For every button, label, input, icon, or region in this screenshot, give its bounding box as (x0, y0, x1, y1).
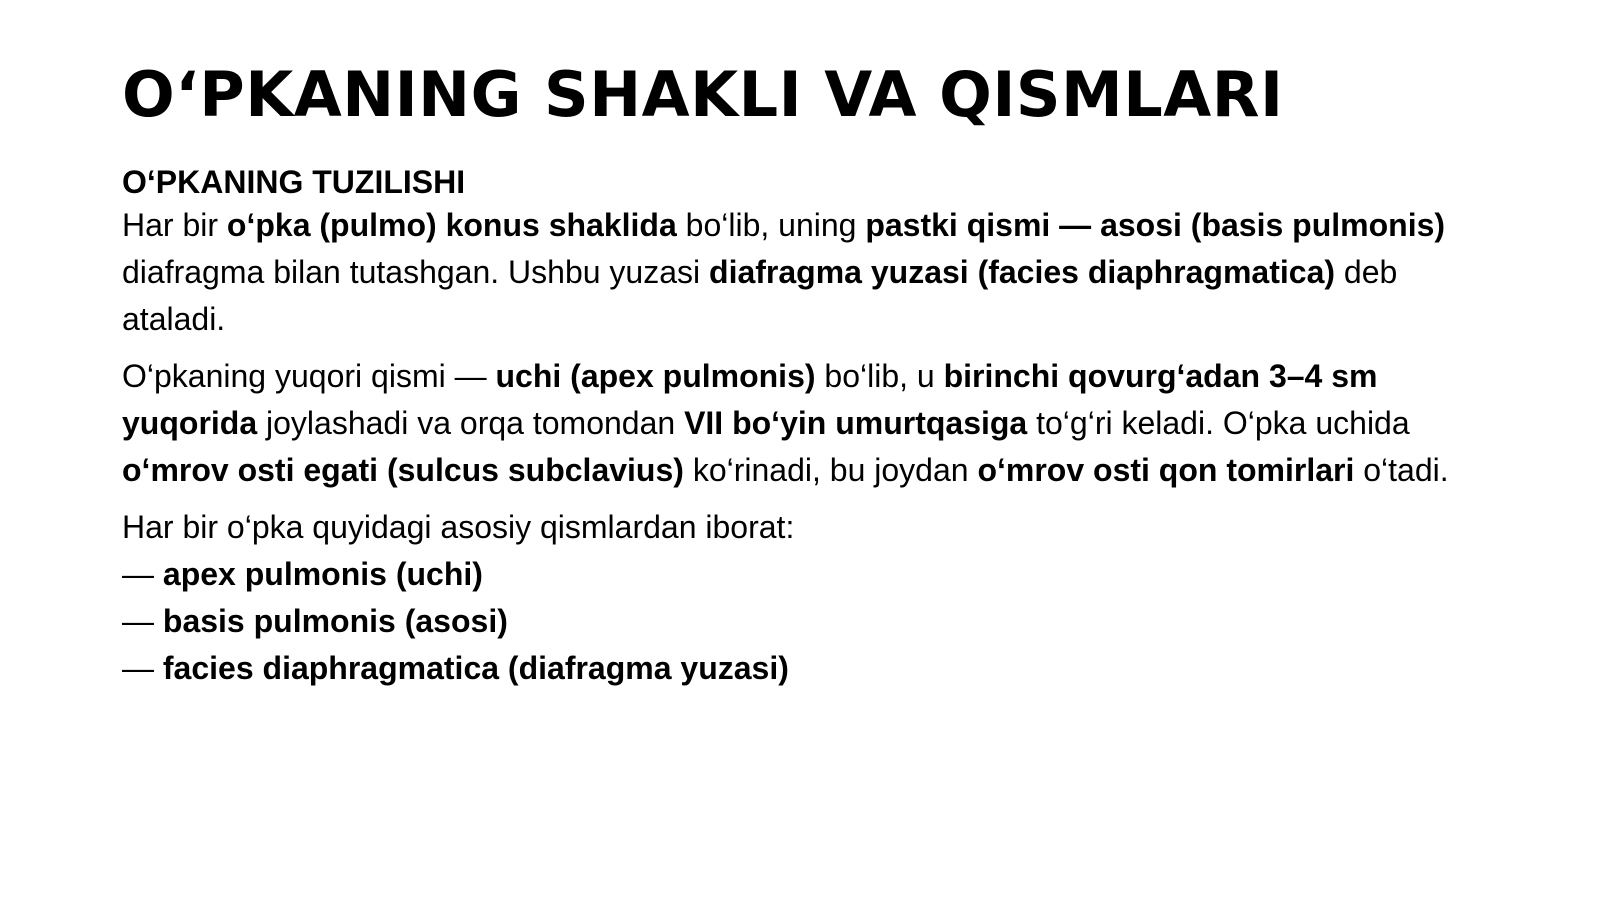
paragraph-shape (122, 202, 1492, 343)
text-run: ko‘rinadi, bu joydan (683, 452, 978, 488)
text-run: bo‘lib, uning (676, 207, 866, 243)
text-run-bold: o‘pka (pulmo) konus shaklida (226, 207, 677, 243)
slide-body (122, 162, 1492, 692)
text-run-bold: pastki qismi — asosi (basis pulmonis) (865, 207, 1446, 243)
text-run-bold: o‘mrov osti qon tomirlari (977, 452, 1355, 488)
list-dash: — (122, 556, 163, 592)
text-run: to‘g‘ri keladi. O‘pka uchida (1027, 405, 1410, 441)
text-run: o‘tadi. (1354, 452, 1449, 488)
list-intro: Har bir o‘pka quyidagi asosiy qismlardan iborat: (122, 509, 795, 545)
list-item (122, 645, 1492, 692)
text-run: deb ataladi. (122, 254, 1398, 337)
text-run: diafragma bilan tutashgan. Ushbu yuzasi (122, 254, 710, 290)
section-subheading: O‘PKANING TUZILISHI (122, 164, 466, 200)
list-dash: — (122, 603, 163, 639)
text-run-bold: birinchi qovurg‘adan 3–4 sm yuqorida (122, 358, 1378, 441)
list-item-label: apex pulmonis (uchi) (162, 556, 483, 592)
paragraph-apex (122, 353, 1492, 494)
text-run: joylashadi va orqa tomondan (257, 405, 685, 441)
list-dash: — (122, 650, 163, 686)
text-run-bold: diafragma yuzasi (facies diaphragmatica) (709, 254, 1336, 290)
text-run: bo‘lib, u (815, 358, 944, 394)
text-run-bold: o‘mrov osti egati (sulcus subclavius) (122, 452, 684, 488)
list-item-label: facies diaphragmatica (diafragma yuzasi) (162, 650, 789, 686)
text-run: Har bir (122, 207, 227, 243)
text-run: O‘pkaning yuqori qismi — (122, 358, 496, 394)
text-run-bold: VII bo‘yin umurtqasiga (684, 405, 1028, 441)
list-item (122, 598, 1492, 645)
text-run-bold: uchi (apex pulmonis) (495, 358, 816, 394)
slide-title: O‘PKANING SHAKLI VA QISMLARI (122, 58, 1284, 131)
parts-list (122, 504, 1492, 692)
list-item-label: basis pulmonis (asosi) (162, 603, 508, 639)
list-item (122, 551, 1492, 598)
